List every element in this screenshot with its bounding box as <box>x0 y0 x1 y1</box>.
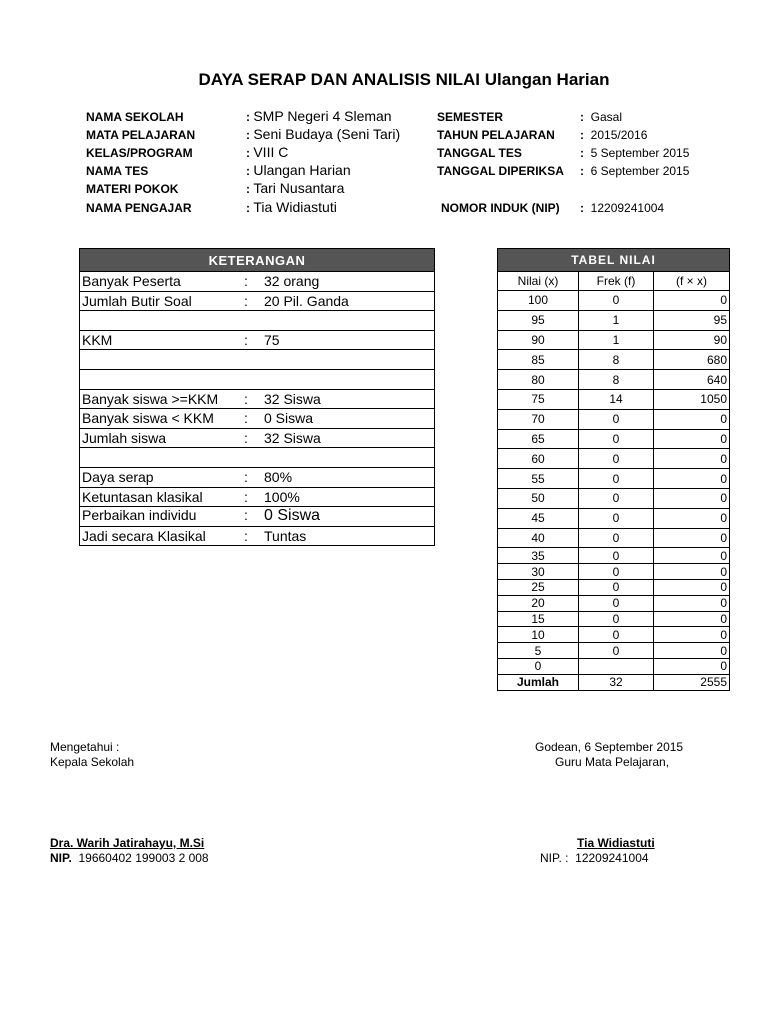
sig-left-nip-line <box>50 851 209 865</box>
frek-cell: 0 <box>579 291 654 311</box>
fx-cell: 680 <box>654 350 730 370</box>
info-label: NOMOR INDUK (NIP) <box>441 201 560 215</box>
frek-cell: 0 <box>579 595 654 611</box>
sig-right-nip: 12209241004 <box>575 851 649 865</box>
frek-cell: 1 <box>579 310 654 330</box>
title-sub: Ulangan Harian <box>484 70 610 89</box>
ket-label: Banyak Peserta <box>82 273 181 290</box>
frek-cell: 0 <box>579 409 654 429</box>
nilai-cell: 45 <box>498 508 579 528</box>
sig-left-nip: 19660402 199003 2 008 <box>78 851 209 865</box>
table-row <box>498 469 730 489</box>
info-value: Tia Widiastuti <box>253 199 337 215</box>
fx-cell: 0 <box>654 548 730 564</box>
table-row <box>498 409 730 429</box>
nilai-cell: 5 <box>498 643 579 659</box>
sig-right-line1: Godean, 6 September 2015 <box>535 740 684 754</box>
ket-colon: : <box>244 390 248 407</box>
table-row <box>80 467 435 487</box>
nilai-cell: 40 <box>498 528 579 548</box>
nilai-cell: 15 <box>498 611 579 627</box>
info-value: Gasal <box>590 110 623 124</box>
ket-colon: : <box>244 528 248 545</box>
table-row <box>498 528 730 548</box>
ket-value: 0 Siswa <box>264 410 314 427</box>
frek-cell: 0 <box>579 548 654 564</box>
table-row <box>80 369 435 389</box>
info-colon: : <box>580 128 584 142</box>
total-row <box>498 674 730 690</box>
table-row <box>498 595 730 611</box>
column-header: Frek (f) <box>579 272 654 291</box>
nilai-cell: 85 <box>498 350 579 370</box>
table-row <box>498 291 730 311</box>
nilai-cell: 55 <box>498 469 579 489</box>
table-row <box>498 389 730 409</box>
column-header: Nilai (x) <box>498 272 579 291</box>
table-row <box>498 429 730 449</box>
ket-value: 32 Siswa <box>264 390 321 407</box>
table-row <box>80 448 435 468</box>
fx-cell: 90 <box>654 330 730 350</box>
table-row <box>80 330 435 350</box>
table-row <box>80 409 435 429</box>
ket-label: Ketuntasan klasikal <box>82 488 203 505</box>
frek-cell: 0 <box>579 643 654 659</box>
nilai-cell: 60 <box>498 449 579 469</box>
frek-cell: 1 <box>579 330 654 350</box>
sig-left-line1: Mengetahui : <box>50 740 120 754</box>
table-row <box>80 291 435 311</box>
info-value: Seni Budaya (Seni Tari) <box>253 126 401 142</box>
info-label: SEMESTER <box>437 110 504 124</box>
total-label: Jumlah <box>498 674 579 690</box>
nilai-cell: 20 <box>498 595 579 611</box>
nilai-cell: 35 <box>498 548 579 564</box>
nilai-cell: 25 <box>498 579 579 595</box>
table-row <box>498 548 730 564</box>
fx-cell: 0 <box>654 579 730 595</box>
info-colon: : <box>246 164 250 178</box>
info-label: KELAS/PROGRAM <box>86 146 193 160</box>
ket-label: Banyak siswa < KKM <box>82 410 214 427</box>
ket-colon: : <box>244 430 248 447</box>
fx-cell: 0 <box>654 508 730 528</box>
fx-cell: 0 <box>654 564 730 580</box>
ket-label: Daya serap <box>82 469 154 486</box>
frek-cell: 0 <box>579 429 654 449</box>
table-row <box>80 507 435 527</box>
info-value: Ulangan Harian <box>253 162 351 178</box>
fx-cell: 0 <box>654 627 730 643</box>
fx-cell: 0 <box>654 449 730 469</box>
ket-colon: : <box>244 469 248 486</box>
ket-value: 32 orang <box>264 273 320 290</box>
total-fx: 2555 <box>654 674 730 690</box>
info-colon: : <box>246 201 250 215</box>
nilai-cell: 10 <box>498 627 579 643</box>
info-value: 12209241004 <box>590 201 665 215</box>
ket-label: KKM <box>82 332 113 349</box>
ket-value: 32 Siswa <box>264 430 321 447</box>
frek-cell: 0 <box>579 564 654 580</box>
frek-cell: 14 <box>579 389 654 409</box>
info-label: NAMA TES <box>86 164 149 178</box>
sig-right-line2: Guru Mata Pelajaran, <box>555 755 670 769</box>
ket-value: 0 Siswa <box>264 507 321 525</box>
ket-value: Tuntas <box>264 528 307 545</box>
table-row <box>498 310 730 330</box>
ket-colon: : <box>244 273 248 290</box>
nilai-cell: 75 <box>498 389 579 409</box>
page-title <box>0 70 768 90</box>
fx-cell: 0 <box>654 528 730 548</box>
nilai-cell: 100 <box>498 291 579 311</box>
sig-left-line2: Kepala Sekolah <box>50 755 135 769</box>
frek-cell: 0 <box>579 469 654 489</box>
table-row <box>498 627 730 643</box>
info-label: NAMA PENGAJAR <box>86 201 192 215</box>
info-colon: : <box>246 128 250 142</box>
nilai-cell: 80 <box>498 370 579 390</box>
frek-cell: 0 <box>579 579 654 595</box>
table-row <box>498 643 730 659</box>
frek-cell: 0 <box>579 449 654 469</box>
ket-label: Jumlah Butir Soal <box>82 292 192 309</box>
table-row <box>498 449 730 469</box>
table-row <box>498 350 730 370</box>
fx-cell: 0 <box>654 488 730 508</box>
table-row <box>498 508 730 528</box>
info-colon: : <box>580 164 584 178</box>
fx-cell: 640 <box>654 370 730 390</box>
info-label: TAHUN PELAJARAN <box>437 128 555 142</box>
info-value: SMP Negeri 4 Sleman <box>253 108 392 124</box>
nilai-cell: 90 <box>498 330 579 350</box>
sig-right-nip-line <box>540 851 649 865</box>
nilai-cell: 50 <box>498 488 579 508</box>
nilai-cell: 30 <box>498 564 579 580</box>
nilai-cell: 70 <box>498 409 579 429</box>
info-label: MATERI POKOK <box>86 182 179 196</box>
fx-cell: 0 <box>654 469 730 489</box>
sig-right-name: Tia Widiastuti <box>577 836 655 850</box>
info-value: 2015/2016 <box>590 128 648 142</box>
table-row <box>498 564 730 580</box>
keterangan-header: KETERANGAN <box>80 249 435 272</box>
table-row <box>498 330 730 350</box>
tabel-nilai-header: TABEL NILAI <box>498 249 730 272</box>
info-label: TANGGAL TES <box>437 146 522 160</box>
info-label: MATA PELAJARAN <box>86 128 196 142</box>
info-colon: : <box>580 110 584 124</box>
table-row <box>498 370 730 390</box>
ket-colon: : <box>244 292 248 309</box>
table-row <box>80 526 435 546</box>
fx-cell: 0 <box>654 291 730 311</box>
table-row <box>80 428 435 448</box>
table-row <box>80 389 435 409</box>
ket-colon: : <box>244 332 248 349</box>
info-label: TANGGAL DIPERIKSA <box>437 164 564 178</box>
info-colon: : <box>246 110 250 124</box>
fx-cell: 0 <box>654 643 730 659</box>
frek-cell: 0 <box>579 508 654 528</box>
nilai-cell: 95 <box>498 310 579 330</box>
info-colon: : <box>246 182 250 196</box>
frek-cell: 0 <box>579 528 654 548</box>
column-header: (f × x) <box>654 272 730 291</box>
frek-cell: 8 <box>579 350 654 370</box>
fx-cell: 1050 <box>654 389 730 409</box>
fx-cell: 95 <box>654 310 730 330</box>
tabel-nilai <box>497 248 730 691</box>
ket-colon: : <box>244 410 248 427</box>
ket-colon: : <box>244 507 248 524</box>
table-row <box>80 350 435 370</box>
info-value: 5 September 2015 <box>590 146 690 160</box>
table-row <box>498 488 730 508</box>
ket-colon: : <box>244 488 248 505</box>
ket-value: 80% <box>264 469 293 486</box>
ket-label: Perbaikan individu <box>82 507 197 524</box>
fx-cell: 0 <box>654 595 730 611</box>
info-colon: : <box>580 201 584 215</box>
keterangan-table <box>79 248 435 546</box>
total-freq: 32 <box>579 674 654 690</box>
fx-cell: 0 <box>654 429 730 449</box>
frek-cell: 0 <box>579 627 654 643</box>
table-row <box>80 487 435 507</box>
table-row <box>498 579 730 595</box>
info-colon: : <box>580 146 584 160</box>
ket-label: Jadi secara Klasikal <box>82 528 206 545</box>
table-header-row <box>498 272 730 291</box>
title-main: DAYA SERAP DAN ANALISIS NILAI <box>198 70 481 89</box>
info-label: NAMA SEKOLAH <box>86 110 184 124</box>
sig-left-name: Dra. Warih Jatirahayu, M.Si <box>50 836 205 850</box>
ket-value: 20 Pil. Ganda <box>264 292 349 309</box>
fx-cell: 0 <box>654 409 730 429</box>
info-value: Tari Nusantara <box>253 180 345 196</box>
frek-cell <box>579 658 654 674</box>
table-row <box>498 611 730 627</box>
fx-cell: 0 <box>654 611 730 627</box>
ket-label: Jumlah siswa <box>82 430 167 447</box>
info-value: VIII C <box>253 144 289 160</box>
info-value: 6 September 2015 <box>590 164 690 178</box>
nilai-cell: 65 <box>498 429 579 449</box>
fx-cell: 0 <box>654 658 730 674</box>
sig-left-nip-label: NIP. <box>50 851 72 865</box>
frek-cell: 8 <box>579 370 654 390</box>
sig-right-nip-label: NIP. : <box>540 851 569 865</box>
ket-value: 100% <box>264 488 300 505</box>
frek-cell: 0 <box>579 488 654 508</box>
table-row <box>80 272 435 292</box>
table-row <box>80 311 435 331</box>
frek-cell: 0 <box>579 611 654 627</box>
ket-label: Banyak siswa >=KKM <box>82 390 219 407</box>
table-row <box>498 658 730 674</box>
nilai-cell: 0 <box>498 658 579 674</box>
ket-value: 75 <box>264 332 280 349</box>
info-colon: : <box>246 146 250 160</box>
